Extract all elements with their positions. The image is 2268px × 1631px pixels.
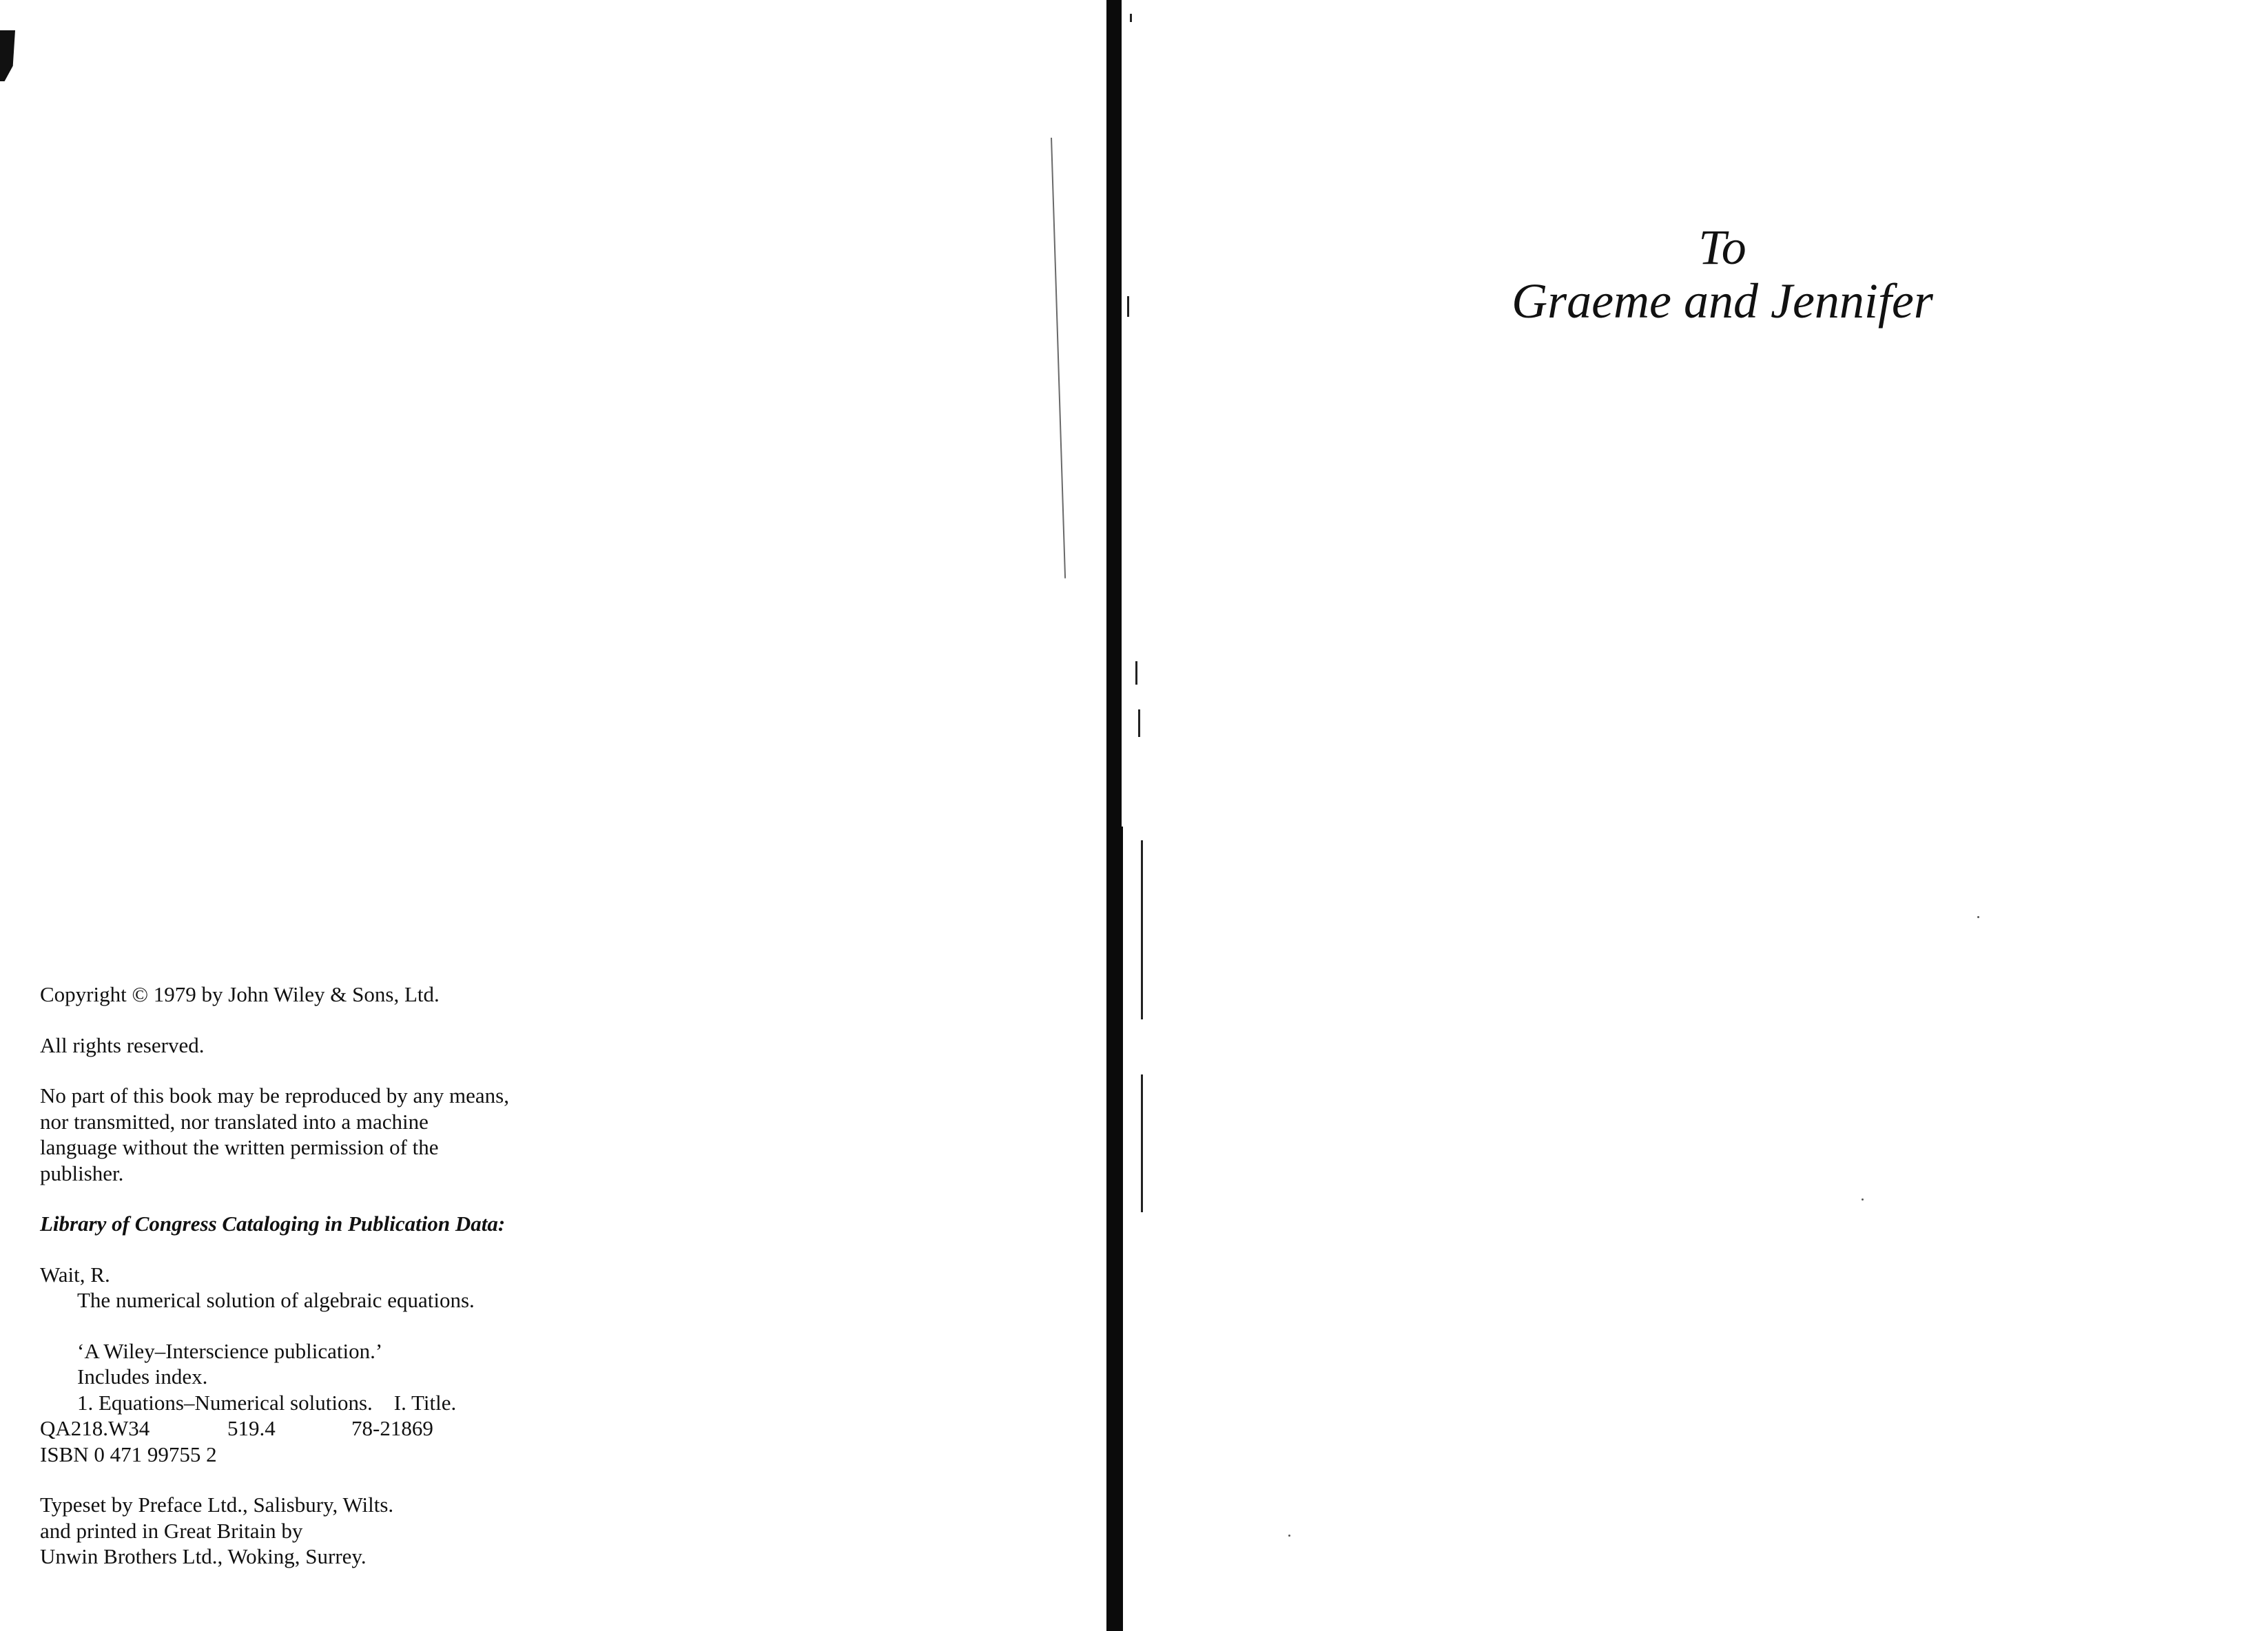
cip-heading-block — [40, 1211, 660, 1237]
gutter-speck — [1141, 840, 1143, 1019]
scan-dust — [1288, 1535, 1290, 1537]
copyright-page — [40, 981, 660, 1594]
printer-line: Typeset by Preface Ltd., Salisbury, Wilts. — [40, 1493, 394, 1517]
cip-subjects: 1. Equations–Numerical solutions. I. Title. — [77, 1390, 457, 1415]
notice-line: publisher. — [40, 1161, 124, 1185]
printer-line: and printed in Great Britain by — [40, 1518, 303, 1543]
copyright-text: Copyright © 1979 by John Wiley & Sons, Ltd. — [40, 982, 440, 1006]
gutter-hairline — [1051, 138, 1066, 579]
notice-line: nor transmitted, nor translated into a machine — [40, 1109, 429, 1134]
notice-line: language without the written permission of the — [40, 1135, 439, 1159]
notice-line: No part of this book may be reproduced by any means, — [40, 1083, 509, 1108]
copyright-line — [40, 981, 660, 1008]
cip-record — [40, 1262, 660, 1313]
scan-corner-mark — [0, 30, 15, 81]
dedication-to: To — [1698, 220, 1746, 275]
gutter-speck — [1127, 296, 1129, 317]
cip-heading: Library of Congress Cataloging in Publication Data: — [40, 1212, 506, 1236]
scan-dust — [1862, 1198, 1864, 1201]
printer-line: Unwin Brothers Ltd., Woking, Surrey. — [40, 1544, 367, 1568]
cip-series-note: ‘A Wiley–Interscience publication.’ — [77, 1338, 383, 1363]
rights-line — [40, 1032, 660, 1059]
book-gutter-shadow-lower — [1112, 827, 1123, 1631]
scan-dust — [1977, 916, 1979, 918]
reproduction-notice — [40, 1083, 660, 1186]
gutter-speck — [1130, 14, 1132, 22]
cip-title: The numerical solution of algebraic equations. — [77, 1288, 475, 1312]
cip-classification-row — [40, 1415, 660, 1442]
cip-notes — [40, 1338, 660, 1468]
gutter-speck — [1138, 709, 1140, 737]
cip-author: Wait, R. — [40, 1262, 110, 1287]
cip-call-number: QA218.W34 — [40, 1416, 150, 1440]
gutter-speck — [1135, 661, 1137, 685]
printer-info — [40, 1492, 660, 1570]
rights-text: All rights reserved. — [40, 1032, 205, 1057]
dedication-names: Graeme and Jennifer — [1512, 273, 1933, 329]
cip-index-note: Includes index. — [77, 1364, 208, 1389]
dedication — [1447, 220, 1998, 328]
cip-dewey: 519.4 — [227, 1416, 276, 1440]
gutter-speck — [1141, 1074, 1143, 1212]
cip-lccn: 78-21869 — [351, 1416, 433, 1440]
cip-isbn: ISBN 0 471 99755 2 — [40, 1442, 217, 1466]
